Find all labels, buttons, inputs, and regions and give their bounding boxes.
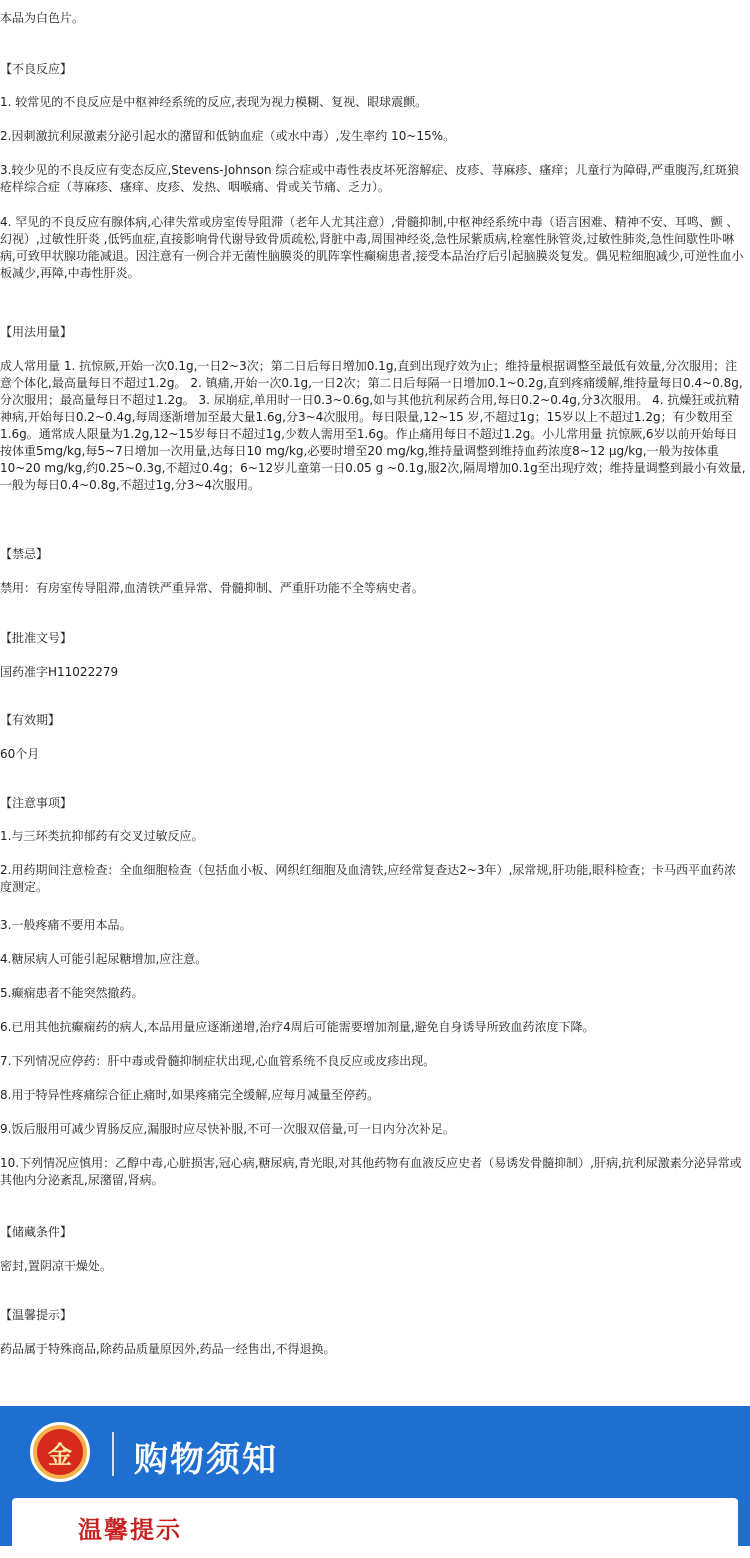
dosage-text: 成人常用量 1. 抗惊厥,开始一次0.1g,一日2~3次；第二日后每日增加0.1g,直到出现疗效为止；维持量根据调整至最低有效量,分次服用；注意个体化,最高量每日不超过1.2g。 2. 镇痛,开始一次0.1g,一日2次；第二日后每隔一日增加0.1~0.2g,直到疼痛缓解,维持量每日0.4~0.8g,分次服用；最高量每日不超过1.2g。 3. 尿崩症,单用时一日0.3~0.6g,如与其他抗利尿药合用,每日0.2~0.4g,分3次服用。 4. 抗燥狂或抗精神病,开始每日0.2~0.4g,每周逐渐增加至最大量1.6g,分3~4次服用。每日限量,12~15 岁,不超过1g；15岁以上不超过1.2g；有少数用至1.6g。通常成人限量为1.2g,12~15岁每日不超过1g,少数人需用至1.6g。作止痛用每日不超过1.2g。小儿常用量 抗惊厥,6岁以前开始每日按体重5mg/kg,每5~7日增加一次用量,达每日10 mg/kg,必要时增至20 mg/kg,维持量调整到维持血药浓度8~12 μg/kg,一般为按体重10~20 mg/kg,约0.25~0.3g,不超过0.4g；6~12岁儿童第一日0.05 g ~0.1g,服2次,隔周增加0.1g至出现疗效；维持量调整到最小有效量,一般为每日0.4~0.8g,不超过1g,分3~4次服用。	[0, 359, 746, 492]
precaution-item-9: 9.饭后服用可减少胃肠反应,漏服时应尽快补服,不可一次服双倍量,可一日内分次补足。	[0, 1122, 455, 1136]
precaution-item-5: 5.癫痫患者不能突然撤药。	[0, 986, 144, 1000]
adverse-item-3: 3.较少见的不良反应有变态反应,Stevens-Johnson 综合症或中毒性表皮坏死溶解症、皮疹、荨麻疹、瘙痒；儿童行为障碍,严重腹泻,红斑狼疮样综合症（荨麻疹、瘙痒、皮疹、发热、咽喉痛、骨或关节痛、乏力）。	[0, 163, 740, 194]
precaution-item-3: 3.一般疼痛不要用本品。	[0, 918, 132, 932]
precaution-item-2: 2.用药期间注意检查：全血细胞检查（包括血小板、网织红细胞及血清铁,应经常复查达2~3年）,尿常规,肝功能,眼科检查；卡马西平血药浓度测定。	[0, 863, 737, 894]
store-logo-icon	[30, 1422, 90, 1482]
section-heading-contraindications: 【禁忌】	[0, 547, 49, 561]
storage-text: 密封,置阴凉干燥处。	[0, 1259, 112, 1273]
section-heading-validity: 【有效期】	[0, 713, 61, 727]
section-heading-precautions: 【注意事项】	[0, 796, 73, 810]
shopping-notice-banner	[0, 1406, 750, 1546]
notice-panel-title: 温馨提示	[78, 1516, 182, 1544]
divider	[112, 1432, 114, 1476]
product-appearance-text: 本品为白色片。	[0, 11, 85, 25]
store-logo-mark: 金	[37, 1429, 83, 1475]
adverse-item-2: 2.因刺激抗利尿激素分泌引起水的潴留和低钠血症（或水中毒）,发生率约 10~15%。	[0, 129, 456, 143]
section-heading-approval-number: 【批准文号】	[0, 631, 73, 645]
precaution-item-6: 6.已用其他抗癫痫药的病人,本品用量应逐渐递增,治疗4周后可能需要增加剂量,避免自身诱导所致血药浓度下降。	[0, 1020, 595, 1034]
banner-title: 购物须知	[134, 1440, 278, 1480]
banner-header	[0, 1406, 750, 1496]
validity-period: 60个月	[0, 747, 40, 761]
precaution-item-8: 8.用于特异性疼痛综合征止痛时,如果疼痛完全缓解,应每月减量至停药。	[0, 1088, 380, 1102]
section-heading-reminder: 【温馨提示】	[0, 1308, 73, 1322]
contraindications-text: 禁用：有房室传导阻滞,血清铁严重异常、骨髓抑制、严重肝功能不全等病史者。	[0, 581, 424, 595]
section-heading-adverse-reactions: 【不良反应】	[0, 62, 73, 76]
precaution-item-4: 4.糖尿病人可能引起尿糖增加,应注意。	[0, 952, 208, 966]
precaution-item-10: 10.下列情况应慎用：乙醇中毒,心脏损害,冠心病,糖尿病,青光眼,对其他药物有血液反应史者（易诱发骨髓抑制）,肝病,抗利尿激素分泌异常或其他内分泌紊乱,尿潴留,肾病。	[0, 1156, 742, 1187]
adverse-item-4: 4. 罕见的不良反应有腺体病,心律失常或房室传导阻滞（老年人尤其注意）,骨髓抑制,中枢神经系统中毒（语言困难、精神不安、耳鸣、颤 、幻视）,过敏性肝炎 ,低钙血症,直接影响骨代谢导致骨质疏松,肾脏中毒,周围神经炎,急性尿紫质病,栓塞性脉管炎,过敏性肺炎,急性间歇性卟啉病,可致甲状腺功能减退。因注意有一例合并无菌性脑膜炎的肌阵挛性癫痫患者,接受本品治疗后引起脑膜炎复发。偶见粒细胞减少,可逆性血小板减少,再障,中毒性肝炎。	[0, 215, 744, 280]
section-heading-storage: 【储藏条件】	[0, 1225, 73, 1239]
notice-panel	[12, 1498, 738, 1558]
precaution-item-7: 7.下列情况应停药：肝中毒或骨髓抑制症状出现,心血管系统不良反应或皮疹出现。	[0, 1054, 436, 1068]
adverse-item-1: 1. 较常见的不良反应是中枢神经系统的反应,表现为视力模糊、复视、眼球震颤。	[0, 95, 428, 109]
approval-number: 国药准字H11022279	[0, 665, 119, 679]
section-heading-dosage: 【用法用量】	[0, 325, 73, 339]
precaution-item-1: 1.与三环类抗抑郁药有交叉过敏反应。	[0, 829, 204, 843]
reminder-text: 药品属于特殊商品,除药品质量原因外,药品一经售出,不得退换。	[0, 1342, 336, 1356]
